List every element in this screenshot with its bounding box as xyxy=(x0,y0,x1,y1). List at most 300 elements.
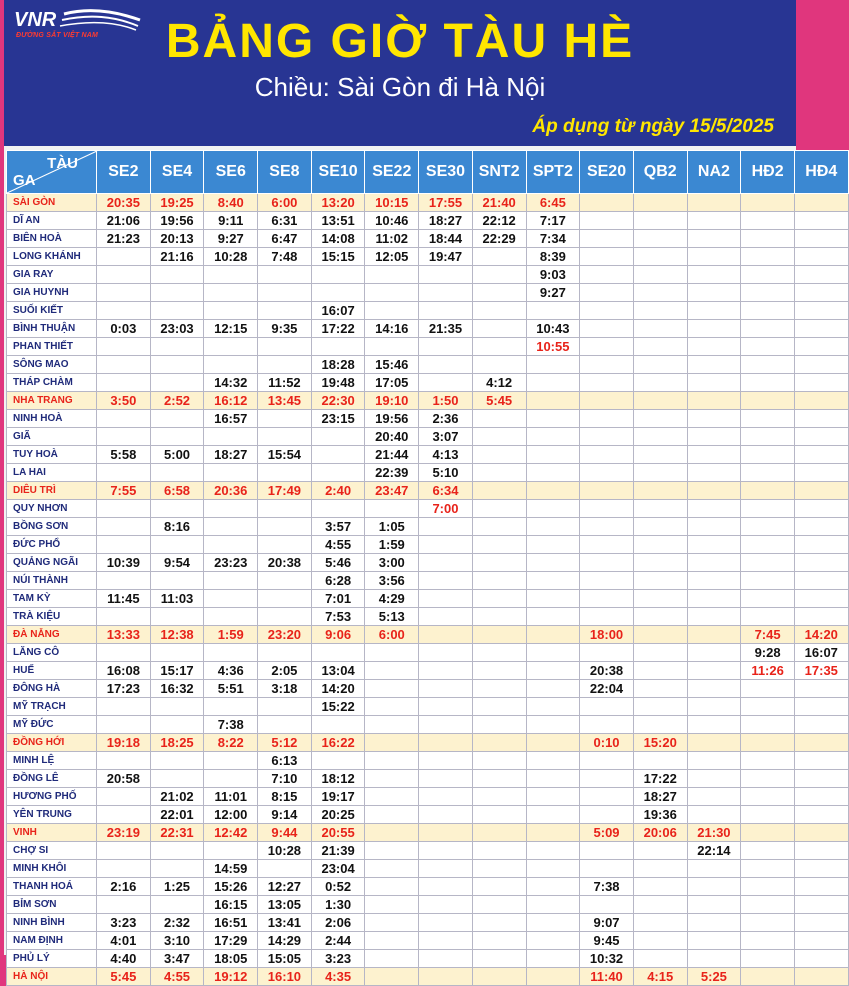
time-cell: 13:51 xyxy=(311,212,365,230)
time-cell xyxy=(526,716,580,734)
time-cell xyxy=(472,950,526,968)
time-cell xyxy=(258,500,312,518)
station-row xyxy=(7,662,849,680)
time-cell xyxy=(526,392,580,410)
corner-header xyxy=(7,151,97,194)
time-cell: 23:20 xyxy=(258,626,312,644)
time-cell: 22:29 xyxy=(472,230,526,248)
time-cell xyxy=(150,374,204,392)
time-cell: 3:56 xyxy=(365,572,419,590)
time-cell xyxy=(633,626,687,644)
time-cell xyxy=(472,734,526,752)
time-cell xyxy=(526,410,580,428)
time-cell xyxy=(472,590,526,608)
time-cell xyxy=(258,410,312,428)
time-cell: 9:45 xyxy=(580,932,634,950)
time-cell: 12:15 xyxy=(204,320,258,338)
time-cell xyxy=(258,860,312,878)
time-cell xyxy=(794,230,848,248)
time-cell xyxy=(687,446,741,464)
time-cell xyxy=(150,860,204,878)
time-cell xyxy=(794,698,848,716)
time-cell xyxy=(150,572,204,590)
time-cell xyxy=(365,914,419,932)
time-cell xyxy=(794,608,848,626)
time-cell xyxy=(633,536,687,554)
time-cell: 14:16 xyxy=(365,320,419,338)
time-cell: 19:25 xyxy=(150,194,204,212)
time-cell xyxy=(794,716,848,734)
station-name: NAM ĐỊNH xyxy=(7,932,97,950)
station-row xyxy=(7,500,849,518)
time-cell: 3:07 xyxy=(419,428,473,446)
station-name: GIA RAY xyxy=(7,266,97,284)
time-cell xyxy=(419,842,473,860)
time-cell: 18:44 xyxy=(419,230,473,248)
time-cell: 17:55 xyxy=(419,194,473,212)
time-cell xyxy=(526,752,580,770)
station-row xyxy=(7,788,849,806)
time-cell xyxy=(204,500,258,518)
station-name: QUY NHƠN xyxy=(7,500,97,518)
time-cell xyxy=(526,608,580,626)
time-cell xyxy=(365,644,419,662)
time-cell: 23:03 xyxy=(150,320,204,338)
time-cell xyxy=(311,428,365,446)
time-cell: 16:32 xyxy=(150,680,204,698)
time-cell xyxy=(258,464,312,482)
time-cell: 7:00 xyxy=(419,500,473,518)
time-cell xyxy=(150,284,204,302)
time-cell xyxy=(365,500,419,518)
time-cell: 10:55 xyxy=(526,338,580,356)
time-cell: 4:40 xyxy=(97,950,151,968)
time-cell xyxy=(633,374,687,392)
time-cell xyxy=(526,842,580,860)
time-cell xyxy=(687,770,741,788)
time-cell xyxy=(526,644,580,662)
time-cell xyxy=(472,410,526,428)
time-cell xyxy=(472,356,526,374)
time-cell: 10:32 xyxy=(580,950,634,968)
time-cell xyxy=(97,716,151,734)
time-cell: 2:44 xyxy=(311,932,365,950)
time-cell xyxy=(419,968,473,986)
time-cell xyxy=(365,806,419,824)
time-cell xyxy=(472,572,526,590)
time-cell: 9:06 xyxy=(311,626,365,644)
time-cell xyxy=(204,536,258,554)
time-cell xyxy=(741,716,795,734)
corner-label-station: GA xyxy=(13,172,36,189)
time-cell: 19:10 xyxy=(365,392,419,410)
time-cell xyxy=(419,518,473,536)
time-cell xyxy=(741,608,795,626)
time-cell: 4:13 xyxy=(419,446,473,464)
time-cell: 18:12 xyxy=(311,770,365,788)
time-cell: 16:22 xyxy=(311,734,365,752)
route-subtitle: Chiều: Sài Gòn đi Hà Nội xyxy=(254,72,546,102)
station-name: SÀI GÒN xyxy=(7,194,97,212)
time-cell xyxy=(580,644,634,662)
time-cell: 22:31 xyxy=(150,824,204,842)
time-cell xyxy=(419,284,473,302)
time-cell: 20:55 xyxy=(311,824,365,842)
time-cell xyxy=(687,248,741,266)
time-cell xyxy=(472,266,526,284)
station-row xyxy=(7,824,849,842)
time-cell xyxy=(526,356,580,374)
time-cell xyxy=(741,788,795,806)
time-cell xyxy=(472,320,526,338)
time-cell xyxy=(687,680,741,698)
time-cell xyxy=(97,644,151,662)
station-row xyxy=(7,464,849,482)
time-cell xyxy=(258,698,312,716)
time-cell: 21:16 xyxy=(150,248,204,266)
time-cell xyxy=(580,194,634,212)
time-cell: 22:12 xyxy=(472,212,526,230)
time-cell xyxy=(365,752,419,770)
time-cell xyxy=(633,410,687,428)
time-cell xyxy=(633,608,687,626)
time-cell xyxy=(633,752,687,770)
time-cell: 4:15 xyxy=(633,968,687,986)
time-cell: 16:51 xyxy=(204,914,258,932)
time-cell xyxy=(97,266,151,284)
time-cell xyxy=(419,644,473,662)
time-cell xyxy=(794,914,848,932)
station-name: MINH KHÔI xyxy=(7,860,97,878)
time-cell xyxy=(365,302,419,320)
time-cell xyxy=(419,770,473,788)
time-cell xyxy=(741,950,795,968)
time-cell xyxy=(794,266,848,284)
station-row xyxy=(7,230,849,248)
time-cell xyxy=(687,734,741,752)
time-cell: 13:45 xyxy=(258,392,312,410)
time-cell xyxy=(365,680,419,698)
time-cell xyxy=(97,464,151,482)
time-cell xyxy=(794,482,848,500)
time-cell xyxy=(472,518,526,536)
time-cell: 17:22 xyxy=(633,770,687,788)
time-cell xyxy=(741,500,795,518)
station-row xyxy=(7,518,849,536)
time-cell: 9:54 xyxy=(150,554,204,572)
time-cell: 4:29 xyxy=(365,590,419,608)
station-row xyxy=(7,590,849,608)
time-cell xyxy=(687,194,741,212)
time-cell xyxy=(794,770,848,788)
time-cell xyxy=(580,842,634,860)
time-cell xyxy=(794,590,848,608)
time-cell xyxy=(741,806,795,824)
time-cell: 1:25 xyxy=(150,878,204,896)
station-name: GIA HUYNH xyxy=(7,284,97,302)
time-cell: 10:39 xyxy=(97,554,151,572)
time-cell: 18:27 xyxy=(204,446,258,464)
time-cell xyxy=(687,356,741,374)
time-cell: 8:22 xyxy=(204,734,258,752)
time-cell xyxy=(687,464,741,482)
time-cell xyxy=(258,338,312,356)
time-cell xyxy=(472,842,526,860)
time-cell: 23:19 xyxy=(97,824,151,842)
time-cell: 10:46 xyxy=(365,212,419,230)
time-cell xyxy=(794,680,848,698)
time-cell xyxy=(419,266,473,284)
train-header: SE6 xyxy=(204,151,258,194)
time-cell xyxy=(97,896,151,914)
time-cell xyxy=(580,698,634,716)
station-name: BÌNH THUẬN xyxy=(7,320,97,338)
time-cell xyxy=(204,518,258,536)
time-cell xyxy=(633,680,687,698)
time-cell xyxy=(526,464,580,482)
station-row xyxy=(7,284,849,302)
time-cell xyxy=(150,338,204,356)
time-cell xyxy=(580,284,634,302)
station-name: YÊN TRUNG xyxy=(7,806,97,824)
time-cell: 12:05 xyxy=(365,248,419,266)
time-cell xyxy=(633,950,687,968)
time-cell: 2:52 xyxy=(150,392,204,410)
time-cell: 15:54 xyxy=(258,446,312,464)
time-cell xyxy=(794,950,848,968)
time-cell xyxy=(97,500,151,518)
time-cell: 20:36 xyxy=(204,482,258,500)
time-cell: 16:08 xyxy=(97,662,151,680)
time-cell xyxy=(794,410,848,428)
time-cell: 18:27 xyxy=(419,212,473,230)
time-cell xyxy=(794,392,848,410)
time-cell xyxy=(633,356,687,374)
time-cell xyxy=(526,626,580,644)
station-row xyxy=(7,554,849,572)
time-cell xyxy=(419,554,473,572)
time-cell xyxy=(526,428,580,446)
station-name: LĂNG CÔ xyxy=(7,644,97,662)
time-cell xyxy=(687,500,741,518)
time-cell: 16:07 xyxy=(311,302,365,320)
time-cell: 3:00 xyxy=(365,554,419,572)
time-cell xyxy=(365,662,419,680)
time-cell xyxy=(687,302,741,320)
time-cell xyxy=(687,626,741,644)
time-cell: 15:05 xyxy=(258,950,312,968)
time-cell xyxy=(794,374,848,392)
time-cell: 6:13 xyxy=(258,752,312,770)
time-cell: 5:00 xyxy=(150,446,204,464)
time-cell xyxy=(365,878,419,896)
station-row xyxy=(7,482,849,500)
time-cell xyxy=(526,824,580,842)
time-cell xyxy=(741,536,795,554)
time-cell xyxy=(311,716,365,734)
time-cell xyxy=(97,338,151,356)
time-cell xyxy=(741,410,795,428)
train-header: HĐ2 xyxy=(741,151,795,194)
time-cell xyxy=(794,554,848,572)
station-row xyxy=(7,608,849,626)
time-cell xyxy=(472,806,526,824)
time-cell: 7:55 xyxy=(97,482,151,500)
time-cell xyxy=(794,248,848,266)
time-cell xyxy=(741,734,795,752)
time-cell xyxy=(150,608,204,626)
time-cell xyxy=(365,842,419,860)
station-name: LONG KHÁNH xyxy=(7,248,97,266)
station-row xyxy=(7,968,849,986)
time-cell: 3:57 xyxy=(311,518,365,536)
time-cell xyxy=(97,248,151,266)
time-cell: 20:38 xyxy=(258,554,312,572)
time-cell xyxy=(97,374,151,392)
station-name: NÚI THÀNH xyxy=(7,572,97,590)
time-cell: 7:38 xyxy=(204,716,258,734)
time-cell: 9:44 xyxy=(258,824,312,842)
time-cell xyxy=(258,428,312,446)
time-cell xyxy=(687,878,741,896)
station-name: NINH BÌNH xyxy=(7,914,97,932)
time-cell xyxy=(741,248,795,266)
station-name: ĐỒNG HỚI xyxy=(7,734,97,752)
time-cell: 2:32 xyxy=(150,914,204,932)
time-cell xyxy=(687,536,741,554)
time-cell xyxy=(150,356,204,374)
time-cell xyxy=(741,572,795,590)
time-cell: 16:15 xyxy=(204,896,258,914)
time-cell xyxy=(472,824,526,842)
time-cell xyxy=(365,968,419,986)
time-cell: 8:40 xyxy=(204,194,258,212)
time-cell xyxy=(741,824,795,842)
time-cell xyxy=(365,770,419,788)
time-cell xyxy=(150,896,204,914)
time-cell xyxy=(472,860,526,878)
time-cell xyxy=(150,266,204,284)
time-cell: 19:47 xyxy=(419,248,473,266)
time-cell xyxy=(97,518,151,536)
time-cell: 4:35 xyxy=(311,968,365,986)
station-name: THANH HOÁ xyxy=(7,878,97,896)
time-cell xyxy=(97,428,151,446)
time-cell xyxy=(526,302,580,320)
time-cell xyxy=(687,518,741,536)
time-cell: 5:09 xyxy=(580,824,634,842)
time-cell: 14:20 xyxy=(311,680,365,698)
time-cell xyxy=(97,842,151,860)
station-name: PHỦ LÝ xyxy=(7,950,97,968)
time-cell xyxy=(633,302,687,320)
time-cell xyxy=(150,644,204,662)
time-cell: 20:35 xyxy=(97,194,151,212)
time-cell: 23:15 xyxy=(311,410,365,428)
time-cell xyxy=(633,194,687,212)
time-cell xyxy=(633,248,687,266)
time-cell xyxy=(580,554,634,572)
time-cell: 22:30 xyxy=(311,392,365,410)
time-cell xyxy=(258,716,312,734)
time-cell xyxy=(150,464,204,482)
station-name: NHA TRANG xyxy=(7,392,97,410)
time-cell xyxy=(633,644,687,662)
station-name: DĨ AN xyxy=(7,212,97,230)
time-cell xyxy=(794,896,848,914)
time-cell: 7:45 xyxy=(741,626,795,644)
time-cell xyxy=(687,428,741,446)
time-cell xyxy=(794,446,848,464)
time-cell xyxy=(526,950,580,968)
station-row xyxy=(7,410,849,428)
timetable xyxy=(6,150,838,986)
time-cell xyxy=(258,590,312,608)
time-cell xyxy=(365,824,419,842)
time-cell: 19:48 xyxy=(311,374,365,392)
time-cell xyxy=(687,914,741,932)
time-cell xyxy=(419,914,473,932)
time-cell xyxy=(580,248,634,266)
time-cell xyxy=(419,878,473,896)
time-cell xyxy=(741,590,795,608)
time-cell xyxy=(311,266,365,284)
time-cell: 20:25 xyxy=(311,806,365,824)
time-cell xyxy=(472,662,526,680)
time-cell xyxy=(526,896,580,914)
time-cell xyxy=(580,464,634,482)
time-cell xyxy=(633,230,687,248)
station-name: TAM KỲ xyxy=(7,590,97,608)
time-cell xyxy=(258,518,312,536)
time-cell xyxy=(311,644,365,662)
train-header: HĐ4 xyxy=(794,151,848,194)
time-cell xyxy=(633,716,687,734)
time-cell xyxy=(472,626,526,644)
time-cell xyxy=(204,842,258,860)
time-cell xyxy=(150,698,204,716)
time-cell xyxy=(97,572,151,590)
time-cell xyxy=(794,356,848,374)
time-cell: 21:06 xyxy=(97,212,151,230)
station-name: PHAN THIẾT xyxy=(7,338,97,356)
time-cell xyxy=(472,554,526,572)
time-cell xyxy=(472,716,526,734)
time-cell xyxy=(687,608,741,626)
time-cell xyxy=(580,266,634,284)
time-cell: 3:10 xyxy=(150,932,204,950)
time-cell xyxy=(580,770,634,788)
station-name: VINH xyxy=(7,824,97,842)
time-cell: 19:17 xyxy=(311,788,365,806)
time-cell xyxy=(419,590,473,608)
time-cell xyxy=(419,338,473,356)
time-cell xyxy=(311,338,365,356)
time-cell: 15:26 xyxy=(204,878,258,896)
corner-label-train: TÀU xyxy=(47,155,78,172)
station-name: CHỢ SI xyxy=(7,842,97,860)
time-cell xyxy=(526,500,580,518)
time-cell xyxy=(633,842,687,860)
train-header: SE22 xyxy=(365,151,419,194)
time-cell xyxy=(526,770,580,788)
time-cell: 4:12 xyxy=(472,374,526,392)
station-name: MỸ TRẠCH xyxy=(7,698,97,716)
time-cell: 1:59 xyxy=(204,626,258,644)
time-cell xyxy=(204,284,258,302)
time-cell xyxy=(687,662,741,680)
time-cell xyxy=(472,284,526,302)
